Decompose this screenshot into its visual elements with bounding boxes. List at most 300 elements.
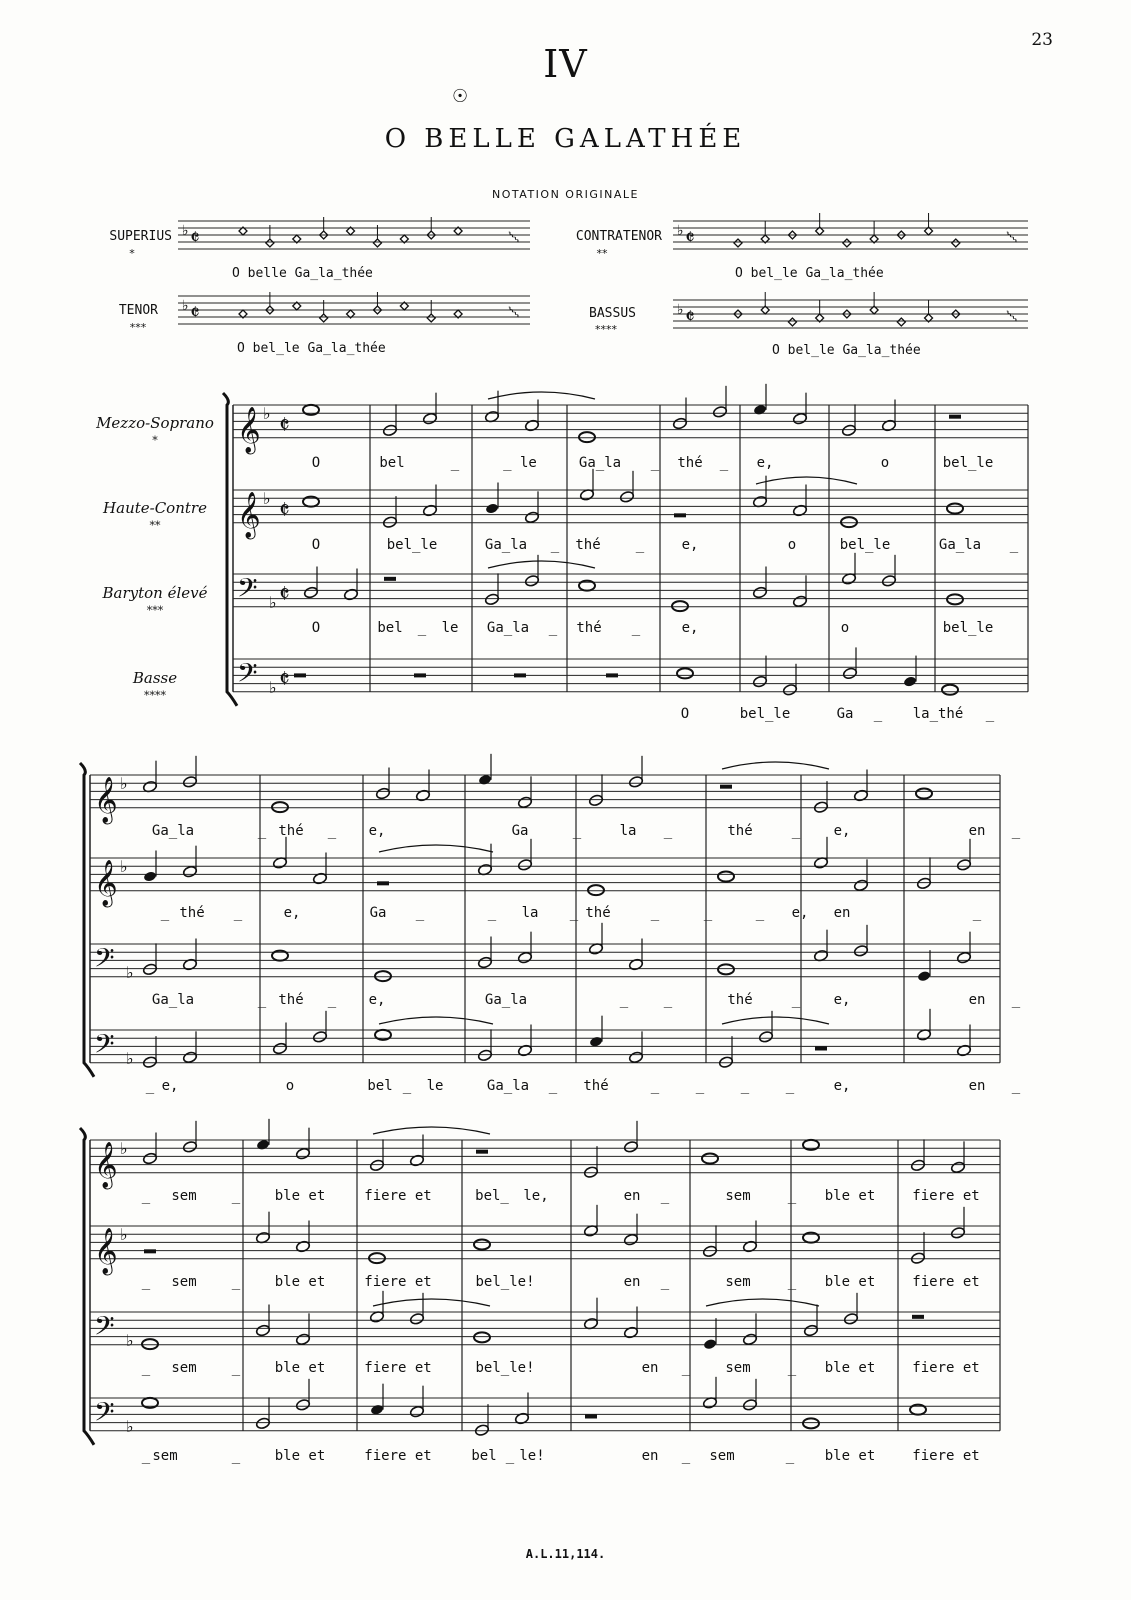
custos-mark: 𝆲 (1006, 227, 1019, 248)
mensural-note (788, 318, 796, 326)
lyric-syllable: _ (1011, 992, 1021, 1008)
notation-subtitle: NOTATION ORIGINALE (492, 188, 639, 201)
mensuration-sign: 𝄵 (685, 305, 695, 330)
lyric-syllable: _ (572, 823, 582, 839)
lyric-syllable: bel_le (839, 537, 891, 553)
lyric-syllable: bel_le (386, 537, 438, 553)
half-note (853, 879, 868, 892)
lyric-syllable: en (641, 1360, 659, 1376)
whole-note (369, 1253, 385, 1263)
lyric-syllable: bel (471, 1448, 497, 1464)
treble-clef: 𝄞 (94, 1142, 118, 1188)
half-note (742, 1333, 757, 1346)
half-note (182, 1140, 197, 1153)
lyric-syllable: sem (152, 1448, 178, 1464)
lyric-syllable: Ga_la (578, 455, 622, 471)
rest (674, 513, 686, 517)
half-note (517, 796, 532, 809)
half-note (409, 1312, 424, 1325)
rest (476, 1150, 488, 1154)
half-note (295, 1398, 310, 1411)
contratenor-stars: ** (596, 247, 608, 260)
lyric-syllable: fiere et (912, 1274, 980, 1290)
tie (379, 1017, 493, 1024)
quarter-note (917, 970, 931, 982)
lyric-syllable: _ (695, 1078, 705, 1094)
tenor-lyric: O bel_le Ga_la_thée (237, 341, 386, 356)
key-signature-flat: ♭ (120, 774, 128, 793)
mensural-note (952, 239, 960, 247)
half-note (718, 1056, 733, 1069)
lyric-syllable: _ (141, 1448, 151, 1464)
lyric-syllable: thé (585, 905, 611, 921)
plate-number: A.L.11,114. (525, 1547, 606, 1561)
half-note (752, 586, 767, 599)
key-signature-flat: ♭ (263, 404, 271, 423)
half-note (524, 511, 539, 524)
half-note (474, 1424, 489, 1437)
bassus-lyric: O bel_le Ga_la_thée (772, 343, 921, 358)
treble-clef: 𝄞 (94, 1228, 118, 1274)
half-note (842, 667, 857, 680)
lyric-syllable: _ (141, 1360, 151, 1376)
whole-note (579, 432, 595, 442)
lyric-syllable: ble et (274, 1448, 326, 1464)
lyric-syllable: bel_le (942, 620, 994, 636)
lyric-syllable: bel_le (739, 706, 791, 722)
lyric-syllable: Ga_la (151, 823, 195, 839)
lyric-syllable: _ (660, 1274, 670, 1290)
key-signature-flat: ♭ (126, 963, 134, 982)
time-signature: 𝄵 (279, 580, 290, 608)
lyric-syllable: e, (833, 992, 851, 1008)
lyric-syllable: _ (663, 992, 673, 1008)
whole-note (947, 504, 963, 514)
lyric-syllable: thé (575, 537, 601, 553)
voice-label-basse: Basse (132, 669, 178, 687)
lyric-syllable: ble et (274, 1274, 326, 1290)
key-signature-flat: ♭ (120, 1139, 128, 1158)
half-note (950, 1226, 965, 1239)
custos-mark: 𝆲 (508, 227, 521, 248)
lyric-syllable: fiere et (912, 1360, 980, 1376)
rest (377, 881, 389, 885)
lyric-syllable: o (840, 620, 850, 636)
half-note (623, 1233, 638, 1246)
lyric-syllable: thé (576, 620, 602, 636)
lyric-syllable: _ (487, 905, 497, 921)
bassus-stars: **** (595, 323, 617, 336)
lyric-syllable: sem (709, 1448, 735, 1464)
lyric-syllable: le! (519, 1448, 545, 1464)
lyric-syllable: _ (1009, 537, 1019, 553)
lyric-syllable: thé (677, 455, 703, 471)
lyric-syllable: e, (833, 823, 851, 839)
half-note (803, 1324, 818, 1337)
tenor-stars: *** (129, 321, 147, 334)
half-note (910, 1159, 925, 1172)
time-signature: 𝄵 (279, 496, 290, 524)
quarter-note (753, 404, 767, 416)
piece-numeral: IV (543, 42, 588, 86)
lyric-syllable: e, (833, 1078, 851, 1094)
lyric-syllable: en (641, 1448, 659, 1464)
lyric-syllable: en (833, 905, 851, 921)
lyric-syllable: _ (550, 537, 560, 553)
piece-title: O BELLE GALATHÉE (384, 124, 747, 154)
lyric-syllable: _ (755, 905, 765, 921)
voice-stars-haute-contre: ** (149, 519, 161, 532)
half-note (382, 424, 397, 437)
half-note (588, 794, 603, 807)
half-note (583, 1166, 598, 1179)
half-note (950, 1161, 965, 1174)
lyric-syllable: Ga (369, 905, 387, 921)
lyric-syllable: sem (725, 1360, 751, 1376)
mensuration-sign: 𝄵 (190, 301, 200, 326)
flat-sign: ♭ (677, 223, 684, 239)
half-note (375, 787, 390, 800)
lyric-syllable: e, (368, 823, 386, 839)
bass-clef: 𝄢 (237, 572, 258, 610)
key-signature-flat: ♭ (269, 593, 277, 612)
lyric-syllable: _ (660, 1188, 670, 1204)
lyric-syllable: fiere et (364, 1360, 432, 1376)
lyric-syllable: _ (785, 1078, 795, 1094)
whole-note (474, 1240, 490, 1250)
lyric-syllable: _ (787, 1188, 797, 1204)
rest (815, 1047, 827, 1051)
whole-note (718, 964, 734, 974)
quarter-note (485, 502, 499, 514)
lyric-syllable: _ (791, 823, 801, 839)
bass-clef: 𝄢 (94, 1310, 115, 1348)
half-note (524, 574, 539, 587)
lyric-syllable: en (623, 1188, 641, 1204)
mark-icon: ☉ (452, 86, 469, 107)
custos-mark: 𝆲 (508, 302, 521, 323)
lyric-syllable: _ (631, 620, 641, 636)
half-note (295, 1147, 310, 1160)
lyric-syllable: Ga (511, 823, 529, 839)
whole-note (702, 1154, 718, 1164)
lyric-syllable: Ga_la (486, 1078, 530, 1094)
lyric-syllable: sem (725, 1188, 751, 1204)
whole-note (588, 885, 604, 895)
lyric-syllable: _ (231, 1274, 241, 1290)
half-note (182, 775, 197, 788)
whole-note (375, 971, 391, 981)
half-note (255, 1324, 270, 1337)
rest (514, 673, 526, 677)
superius-stars: * (129, 247, 135, 260)
quarter-note (903, 676, 917, 688)
voice-stars-mezzo-soprano: * (152, 434, 158, 447)
rest (144, 1249, 156, 1253)
lyric-syllable: ble et (824, 1448, 876, 1464)
mensural-note (320, 314, 328, 322)
half-note (792, 595, 807, 608)
lyric-syllable: o (285, 1078, 295, 1094)
half-note (628, 775, 643, 788)
lyric-syllable: _ (569, 905, 579, 921)
voice-label-mezzo-soprano: Mezzo-Soprano (96, 414, 214, 432)
whole-note (677, 668, 693, 678)
lyric-syllable: sem (171, 1274, 197, 1290)
lyric-syllable: _ (791, 992, 801, 1008)
half-note (841, 424, 856, 437)
custos-mark: 𝆲 (1006, 306, 1019, 327)
half-note (712, 405, 727, 418)
lyric-syllable: _ (141, 1188, 151, 1204)
lyric-syllable: fiere et (364, 1274, 432, 1290)
half-note (752, 675, 767, 688)
treble-clef: 𝄞 (94, 860, 118, 906)
lyric-syllable: _ (1011, 823, 1021, 839)
bass-clef: 𝄢 (94, 942, 115, 980)
tie (722, 762, 829, 769)
lyric-syllable: _ (785, 1448, 795, 1464)
lyric-syllable: _ (703, 905, 713, 921)
whole-note (474, 1332, 490, 1342)
lyric-syllable: _ (650, 455, 660, 471)
mensuration-sign: 𝄵 (685, 226, 695, 251)
half-note (142, 1056, 157, 1069)
half-note (382, 516, 397, 529)
half-note (910, 1252, 925, 1265)
bass-clef: 𝄢 (237, 657, 258, 695)
lyric-syllable: _ (548, 1078, 558, 1094)
lyric-syllable: _ (145, 1078, 155, 1094)
lyric-syllable: en (623, 1274, 641, 1290)
key-signature-flat: ♭ (126, 1417, 134, 1436)
lyric-syllable: ble et (824, 1360, 876, 1376)
tie (373, 1127, 490, 1134)
contratenor-lyric: O bel_le Ga_la_thée (735, 266, 884, 281)
mensural-note (734, 239, 742, 247)
half-note (295, 1333, 310, 1346)
lyric-syllable: sem (725, 1274, 751, 1290)
lyric-syllable: e, (283, 905, 301, 921)
lyric-syllable: bel (377, 620, 403, 636)
lyric-syllable: e, (368, 992, 386, 1008)
treble-clef: 𝄞 (237, 492, 261, 538)
lyric-syllable: _ (873, 706, 883, 722)
key-signature-flat: ♭ (126, 1331, 134, 1350)
lyric-syllable: en (968, 823, 986, 839)
lyric-syllable: fiere et (912, 1448, 980, 1464)
lyric-syllable: ble et (824, 1188, 876, 1204)
contratenor-label: CONTRATENOR (575, 229, 662, 244)
voice-label-haute-contre: Haute-Contre (103, 499, 207, 517)
half-note (142, 963, 157, 976)
whole-note (718, 872, 734, 882)
lyric-syllable: _ (663, 823, 673, 839)
lyric-syllable: O (311, 537, 321, 553)
lyric-syllable: _ (257, 992, 267, 1008)
half-note (477, 1049, 492, 1062)
key-signature-flat: ♭ (120, 857, 128, 876)
lyric-syllable: e, (681, 537, 699, 553)
lyric-syllable: _ (231, 1448, 241, 1464)
lyric-syllable: e, (791, 905, 809, 921)
lyric-syllable: bel_le! (475, 1274, 535, 1290)
lyric-syllable: sem (171, 1360, 197, 1376)
mensural-note (373, 239, 381, 247)
lyric-syllable: le, (523, 1188, 549, 1204)
tie (756, 477, 857, 484)
lyric-syllable: _ (719, 455, 729, 471)
quarter-note (703, 1338, 717, 1350)
half-note (272, 1042, 287, 1055)
bass-clef: 𝄢 (94, 1028, 115, 1066)
lyric-syllable: _ (740, 1078, 750, 1094)
whole-note (272, 802, 288, 812)
half-note (517, 858, 532, 871)
system-bracket (80, 1128, 94, 1445)
lyric-syllable: le (441, 620, 459, 636)
half-note (422, 412, 437, 425)
half-note (742, 1398, 757, 1411)
lyric-syllable: _ (650, 905, 660, 921)
lyric-syllable: O (311, 620, 321, 636)
half-note (182, 865, 197, 878)
mensuration-sign: 𝄵 (190, 226, 200, 251)
lyric-syllable: fiere et (364, 1448, 432, 1464)
lyric-syllable: thé (727, 992, 753, 1008)
mensural-note (427, 314, 435, 322)
lyric-syllable: _ (972, 905, 982, 921)
lyric-syllable: bel_ (475, 1188, 509, 1204)
lyric-syllable: _ (450, 455, 460, 471)
lyric-syllable: Ga_la (484, 537, 528, 553)
lyric-syllable: e, (161, 1078, 179, 1094)
rest (585, 1415, 597, 1419)
lyric-syllable: O (680, 706, 690, 722)
tenor-label: TENOR (118, 303, 158, 318)
tie (722, 1017, 829, 1024)
lyric-syllable: e, (756, 455, 774, 471)
rest (294, 673, 306, 677)
voice-stars-basse: **** (144, 689, 166, 702)
quarter-note (256, 1139, 270, 1151)
mensural-note (897, 318, 905, 326)
half-note (956, 858, 971, 871)
half-note (702, 1245, 717, 1258)
half-note (916, 877, 931, 890)
time-signature: 𝄵 (279, 411, 290, 439)
mensural-note (266, 239, 274, 247)
superius-label: SUPERIUS (109, 229, 172, 244)
lyric-syllable: o (787, 537, 797, 553)
lyric-syllable: _ (402, 1078, 412, 1094)
tie (379, 845, 493, 852)
half-note (409, 1405, 424, 1418)
lyric-syllable: sem (171, 1188, 197, 1204)
half-note (182, 1051, 197, 1064)
lyric-syllable: _ (650, 1078, 660, 1094)
whole-note (142, 1339, 158, 1349)
half-note (758, 1030, 773, 1043)
flat-sign: ♭ (677, 302, 684, 318)
lyric-syllable: bel_le! (475, 1360, 535, 1376)
half-note (619, 490, 634, 503)
half-note (843, 1312, 858, 1325)
key-signature-flat: ♭ (126, 1049, 134, 1068)
lyric-syllable: en (968, 992, 986, 1008)
lyric-syllable: _ (327, 823, 337, 839)
half-note (142, 1152, 157, 1165)
rest (912, 1315, 924, 1319)
voice-stars-baryton-eleve: *** (146, 604, 164, 617)
lyric-syllable: _ (505, 1448, 515, 1464)
lyric-syllable: _ (548, 620, 558, 636)
lyric-syllable: _ (1011, 1078, 1021, 1094)
half-note (369, 1159, 384, 1172)
half-note (672, 417, 687, 430)
lyric-syllable: _ (257, 823, 267, 839)
lyric-syllable: le (426, 1078, 444, 1094)
lyric-syllable: thé (583, 1078, 609, 1094)
key-signature-flat: ♭ (269, 678, 277, 697)
lyric-syllable: la (521, 905, 539, 921)
time-signature: 𝄵 (279, 665, 290, 693)
half-note (477, 956, 492, 969)
lyric-syllable: thé (278, 823, 304, 839)
page-number: 23 (1031, 30, 1053, 50)
tie (373, 1299, 490, 1306)
half-note (853, 944, 868, 957)
tie (488, 561, 595, 568)
quarter-note (478, 774, 492, 786)
half-note (813, 801, 828, 814)
lyric-syllable: fiere et (912, 1188, 980, 1204)
lyric-syllable: thé (727, 823, 753, 839)
quarter-note (143, 870, 157, 882)
rest (606, 673, 618, 677)
lyric-syllable: _ (141, 1274, 151, 1290)
lyric-syllable: fiere et (364, 1188, 432, 1204)
rest (414, 673, 426, 677)
lyric-syllable: thé (278, 992, 304, 1008)
key-signature-flat: ♭ (120, 1225, 128, 1244)
half-note (312, 1030, 327, 1043)
lyric-syllable: Ga_la (151, 992, 195, 1008)
lyric-syllable: Ga_la (484, 992, 528, 1008)
lyric-syllable: _ (417, 620, 427, 636)
lyric-syllable: O (311, 455, 321, 471)
lyric-syllable: la_thé (912, 706, 964, 722)
lyric-syllable: la (619, 823, 637, 839)
lyric-syllable: _ (635, 537, 645, 553)
lyric-syllable: o (880, 455, 890, 471)
whole-note (803, 1418, 819, 1428)
lyric-syllable: _ (681, 1448, 691, 1464)
whole-note (947, 594, 963, 604)
rest (720, 785, 732, 789)
lyric-syllable: ble et (274, 1188, 326, 1204)
superius-lyric: O belle Ga_la_thée (232, 266, 373, 281)
lyric-syllable: _ (787, 1274, 797, 1290)
treble-clef: 𝄞 (94, 777, 118, 823)
lyric-syllable: _ (985, 706, 995, 722)
half-note (517, 951, 532, 964)
lyric-syllable: e, (681, 620, 699, 636)
bassus-label: BASSUS (589, 306, 636, 321)
lyric-syllable: Ga_la (938, 537, 982, 553)
whole-note (841, 517, 857, 527)
lyric-syllable: thé (179, 905, 205, 921)
